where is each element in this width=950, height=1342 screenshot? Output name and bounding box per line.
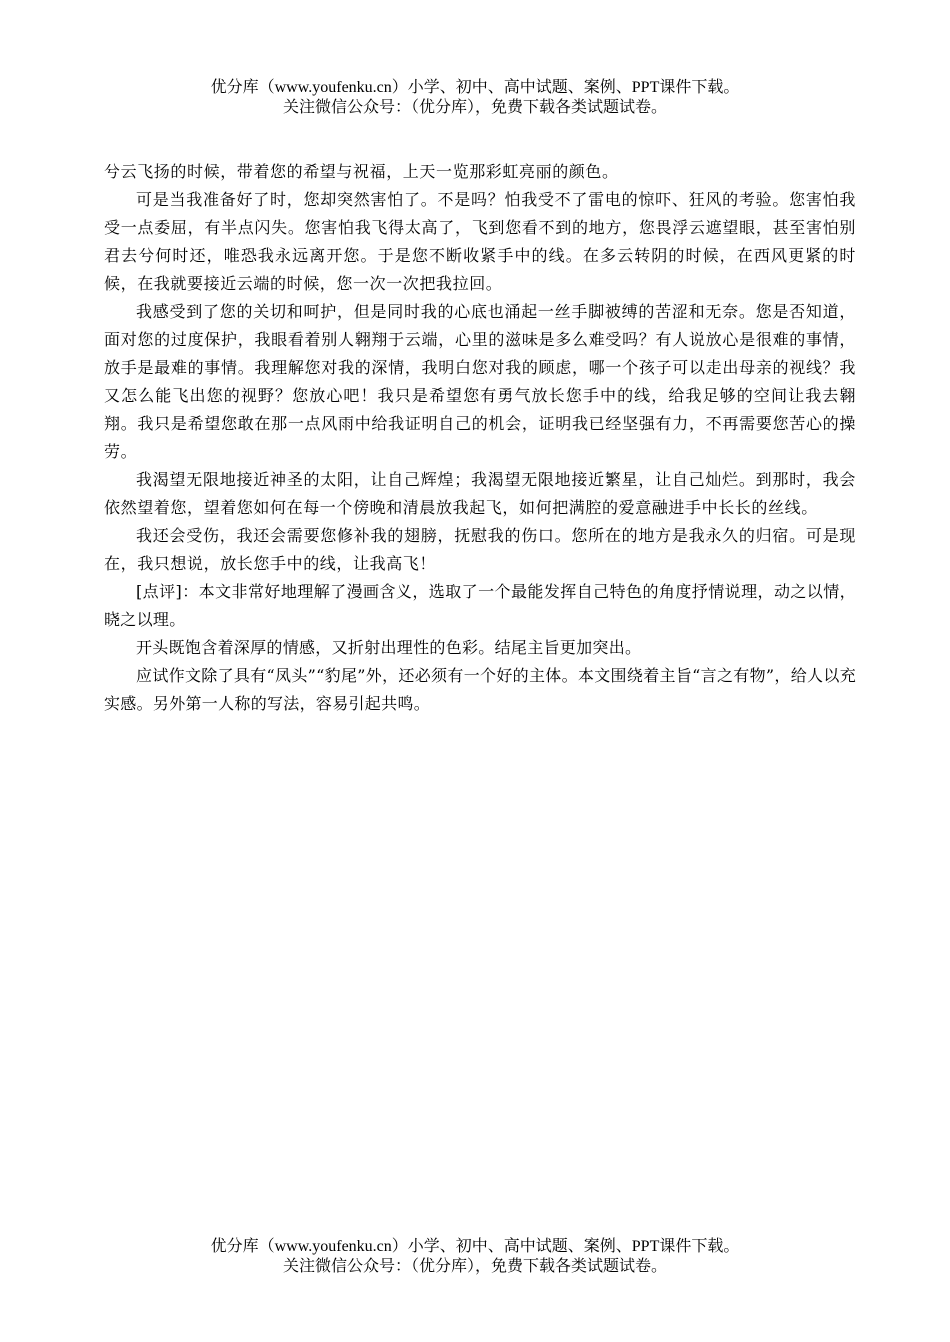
paragraph-3: 我感受到了您的关切和呵护，但是同时我的心底也涌起一丝手脚被缚的苦涩和无奈。您是否知道，面对您的过度保护，我眼看着别人翱翔于云端，心里的滋味是多么难受吗？有人说放心是很难的事情，放手是最难的事情。我理解您对我的深情，我明白您对我的顾虑，哪一个孩子可以走出母亲的视线？我又怎么能飞出您的视野？您放心吧！我只是希望您有勇气放长您手中的线，给我足够的空间让我去翱翔。我只是希望您敢在那一点风雨中给我证明自己的机会，证明我已经坚强有力，不再需要您苦心的操劳。 (104, 302, 856, 461)
footer-line-2: 关注微信公众号：（优分库），免费下载各类试题试卷。 (282, 1258, 667, 1275)
paragraph-5: 我还会受伤，我还会需要您修补我的翅膀，抚慰我的伤口。您所在的地方是我永久的归宿。可是现在，我只想说，放长您手中的线，让我高飞！ (104, 526, 856, 573)
footer-line-1: 优分库（www.youfenku.cn）小学、初中、高中试题、案例、PPT课件下载。 (210, 1238, 740, 1255)
paragraph-4: 我渴望无限地接近神圣的太阳，让自己辉煌；我渴望无限地接近繁星，让自己灿烂。到那时，我会依然望着您，望着您如何在每一个傍晚和清晨放我起飞，如何把满腔的爱意融进手中长长的丝线。 (104, 470, 856, 517)
article-body (104, 158, 856, 718)
header-line-2: 关注微信公众号：（优分库），免费下载各类试题试卷。 (282, 99, 667, 116)
paragraph-1: 兮云飞扬的时候，带着您的希望与祝福，上天一览那彩虹亮丽的颜色。 (104, 162, 619, 181)
comment-paragraph-2: 开头既饱含着深厚的情感，又折射出理性的色彩。结尾主旨更加突出。 (136, 638, 642, 657)
page-header (0, 78, 950, 118)
page-footer (0, 1237, 950, 1277)
comment-paragraph: [点评]：本文非常好地理解了漫画含义，选取了一个最能发挥自己特色的角度抒情说理，动之以情，晓之以理。 (104, 582, 856, 629)
header-line-1: 优分库（www.youfenku.cn）小学、初中、高中试题、案例、PPT课件下载。 (210, 79, 740, 96)
comment-paragraph-3: 应试作文除了具有“凤头”“豹尾”外，还必须有一个好的主体。本文围绕着主旨“言之有物”，给人以充实感。另外第一人称的写法，容易引起共鸣。 (104, 666, 856, 713)
paragraph-2: 可是当我准备好了时，您却突然害怕了。不是吗？怕我受不了雷电的惊吓、狂风的考验。您害怕我受一点委屈，有半点闪失。您害怕我飞得太高了，飞到您看不到的地方，您畏浮云遮望眼，甚至害怕别君去兮何时还，唯恐我永远离开您。于是您不断收紧手中的线。在多云转阴的时候，在西风更紧的时候，在我就要接近云端的时候，您一次一次把我拉回。 (104, 190, 856, 293)
